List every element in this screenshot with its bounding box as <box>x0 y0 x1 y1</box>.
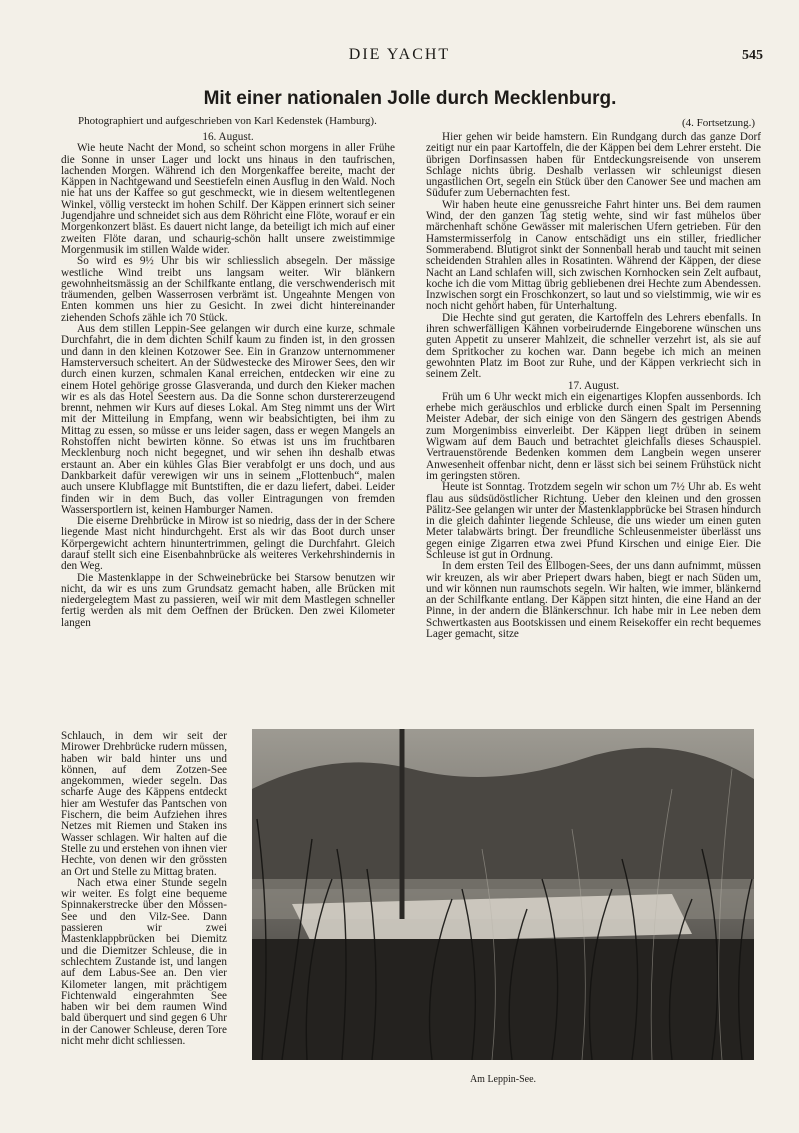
article-title: Mit einer nationalen Jolle durch Mecklenburg. <box>203 88 617 109</box>
paragraph: Aus dem stillen Leppin-See gelangen wir durch eine kurze, schmale Durchfahrt, die in dem dichten Schilf kaum zu finden ist, in den grossen und dann in den kleinen Kotzower See. Ein in Granzow unternommener Hamsterversuch scheitert. An der Südwestecke des Mirower Sees, den wir durch einen kurzen, schmalen Kanal erreichen, entdecken wir eine zu einem Hotel gehörige grosse Glasveranda, und durch den Kieker machen wir es als das Hotel Seestern aus. Da die Sonne schon durstererzeugend brennt, nehmen wir Kurs auf dieses Lokal. Am Steg nimmt uns der Wirt mit der Mitteilung in Empfang, wenn wir beabsichtigten, bei ihm zu Mittag zu essen, so müsse er uns leider sagen, dass er wegen Mangels an Rohstoffen nicht bewirten könne. So etwas ist uns im fruchtbaren Mecklenburg noch nicht begegnet, und wir sehen ihn deshalb etwas erstaunt an. Aber ein kühles Glas Bier verabfolgt er uns doch, und aus Dankbarkeit dafür verewigen wir uns in seinem „Flottenbuch“, malen auch unsere Klubflagge mit Buntstiften, die er dazu liefert, dabei. Leider finden wir in dem Buch, das voller Eintragungen von fremden Wassersportlern ist, keinen Hamburger Namen. <box>61 323 395 516</box>
text-column-left <box>61 132 395 629</box>
date-heading: 17. August. <box>567 379 620 392</box>
paragraph: Wir haben heute eine genussreiche Fahrt hinter uns. Bei dem raumen Wind, der den ganzen Tag stetig wehte, sind wir fast mühelos über märchenhaft schöne Gewässer mit malerischen Ufern getrieben. Für den Hamstermisserfolg in Canow entschädigt uns ein stiller, friedlicher Sommerabend. Blutigrot sinkt der Sonnenball herab und taucht mit seinen scheidenden Strahlen alles in Rosatinten. Während der Käppen, der diese Nacht an Land schlafen will, sich zwischen Kornhocken sein Zelt aufbaut, koche ich die vom Mittag übrig gebliebenen drei Hechte zum Abendessen. Inzwischen sorgt ein Froschkonzert, so laut und so vielstimmig, wie wir es noch nicht gehört haben, für Unterhaltung. <box>426 198 761 313</box>
continuation-note: (4. Fortsetzung.) <box>681 117 755 129</box>
page-header <box>0 46 799 70</box>
paragraph: Schlauch, in dem wir seit der Mirower Drehbrücke rudern müssen, haben wir bald hinter uns und können, auf dem Zotzen-See angekommen, wieder segeln. Das scharfe Auge des Käppens entdeckt hier am Westufer das Pantschen von Fischern, die beim Aufziehen ihres Netzes mit Riemen und Staken ins Wasser schlagen. Wir halten auf die Stelle zu und erstehen von ihnen vier Hechte, von denen wir den grössten an Ort und Stelle zu Mittag braten. <box>61 730 227 878</box>
paragraph: Die Mastenklappe in der Schweinebrücke bei Starsow benutzen wir nicht, da wir es uns zum Grundsatz gemacht haben, alle Brücken mit niedergelegtem Mast zu passieren, weil wir mit dem Mastlegen schneller fertig werden als mit dem Oeffnen der Brücken. Den zwei Kilometer langen <box>61 571 395 629</box>
date-heading: 16. August. <box>202 131 254 143</box>
photo-caption: Am Leppin-See. <box>469 1074 537 1085</box>
paragraph: Heute ist Sonntag. Trotzdem segeln wir schon um 7½ Uhr ab. Es weht flau aus südsüdöstlicher Richtung. Ueber den kleinen und den grossen Pälitz-See gelangen wir unter der Mastenklappbrücke bei Strasen hindurch in die gleich dahinter liegende Schleuse, die uns wieder um einen guten Meter talabwärts bringt. Der freundliche Schleusenmeister überlässt uns gegen einige Zigarren etwa zwei Pfund Kirschen und einige Eier. Die Schleuse ist gut in Ordnung. <box>426 481 761 561</box>
paragraph: Früh um 6 Uhr weckt mich ein eigenartiges Klopfen aussenbords. Ich erhebe mich geräuschlos und erblicke durch einen Spalt im Persenning Meister Adebar, der sich einige von den Sängern des gestrigen Abends zum Morgenimbiss einverleibt. Der Käppen liegt drüben in seinem Wigwam auf dem Bauch und betrachtet gleichfalls dieses Schauspiel. Vertrauenstörende Bedenken kommen dem Langbein wegen unserer Anwesenheit offenbar nicht, denn er lässt sich bei seinem Frühstück nicht im geringsten stören. <box>426 390 761 482</box>
paragraph: So wird es 9½ Uhr bis wir schliesslich absegeln. Der mässige westliche Wind treibt uns langsam weiter. Wir blänkern gewohnheitsmässig an der Schilfkante entlang, die verschwenderisch mit träumenden, gelben Wasserrosen verbrämt ist. Ungeahnte Mengen von Enten kommen uns hier zu Gesicht. In zwei dicht hintereinander ziehenden Schofs zähle ich 70 Stück. <box>61 255 395 324</box>
article-byline: Photographiert und aufgeschrieben von Karl Kedenstek (Hamburg). <box>78 115 377 127</box>
paragraph: Die eiserne Drehbrücke in Mirow ist so niedrig, dass der in der Schere liegende Mast nicht hindurchgeht. Erst als wir das Boot durch unser Körpergewicht achtern hinuntertrimmen, gelingt die Durchfahrt. Gleich darauf stellt sich eine Eisenbahnbrücke als weiteres Verkehrshindernis in den Weg. <box>61 515 395 573</box>
photo-leppin-see <box>252 729 754 1060</box>
paragraph: Nach etwa einer Stunde segeln wir weiter. Es folgt eine bequeme Spinnakerstrecke über den Mössen-See und den Vilz-See. Dann passieren wir zwei Mastenklappbrücken bei Diemitz und die Diemitzer Schleuse, die in schlechtem Zustande ist, und langen auf dem Labus-See an. Den vier Kilometer langen, mit prächtigem Fichtenwald eingerahmten See haben wir bei dem raumen Wind bald überquert und sind gegen 6 Uhr in der Canower Schleuse, deren Tore nicht mehr dicht schliessen. <box>61 876 227 1048</box>
text-column-left-narrow <box>61 731 227 1047</box>
text-column-right <box>426 132 761 640</box>
paragraph: Hier gehen wir beide hamstern. Ein Rundgang durch das ganze Dorf zeitigt nur ein paar Kartoffeln, die der Käppen bei dem Lehrer ersteht. Die übrigen Dorfinsassen haben für Entdeckungsreisende von unserem Schlage nichts übrig. Deshalb verlassen wir schleunigst diesen ungastlichen Ort, segeln ein Stück über den Canower See und machen am Südufer zum Uebernachten fest. <box>426 131 761 200</box>
paragraph: Die Hechte sind gut geraten, die Kartoffeln des Lehrers ebenfalls. In ihren schwerfälligen Kähnen vorbeirudernde Eingeborene wünschen uns guten Appetit zu unserer Mahlzeit, die schneller verzehrt ist, als sie auf dem Spritkocher zu kochen war. Dann begebe ich mich an meinen gewohnten Platz im Boot zur Ruhe, und der Käppen verkriecht sich in seinem Zelt. <box>426 311 761 381</box>
paragraph: In dem ersten Teil des Ellbogen-Sees, der uns dann aufnimmt, müssen wir kreuzen, als wir aber Priepert dwars haben, biegt er nach Süden um, und wir können nun raumschots segeln. Wir halten, wie immer, blänkernd an der Schilfkante entlang. Der Käppen sitzt hinten, die eine Hand an der Pinne, in der andern die Blänkerschnur. Ich habe mir in Lee neben dem Schwertkasten aus Bootskissen und einem Reisekoffer ein recht bequemes Lager gemacht, sitze <box>426 560 761 641</box>
magazine-name: DIE YACHT <box>348 46 451 63</box>
paragraph: Wie heute Nacht der Mond, so scheint schon morgens in aller Frühe die Sonne in unser Lager und lockt uns hinaus in den taufrischen, lachenden Morgen. Während ich den Morgenkaffee bereite, macht der Käppen in Nachtgewand und Seestiefeln einen Ausflug in den Wald. Noch nie hat uns der Kaffee so gut geschmeckt, wie in diesem weltentlegenen Winkel, völlig versteckt im hohen Schilf. Der Käppen erinnert sich seiner Jugendjahre und schneidet sich aus dem Röhricht eine Flöte, worauf er ein Morgenkonzert bläst. Es dauert nicht lange, da beteiligt ich mich auf einer zweiten Flöte daran, und schaurig-schön hallt unsere zweistimmige Morgenmusik im stillen Walde wider. <box>61 142 395 256</box>
page-number: 545 <box>742 48 763 63</box>
